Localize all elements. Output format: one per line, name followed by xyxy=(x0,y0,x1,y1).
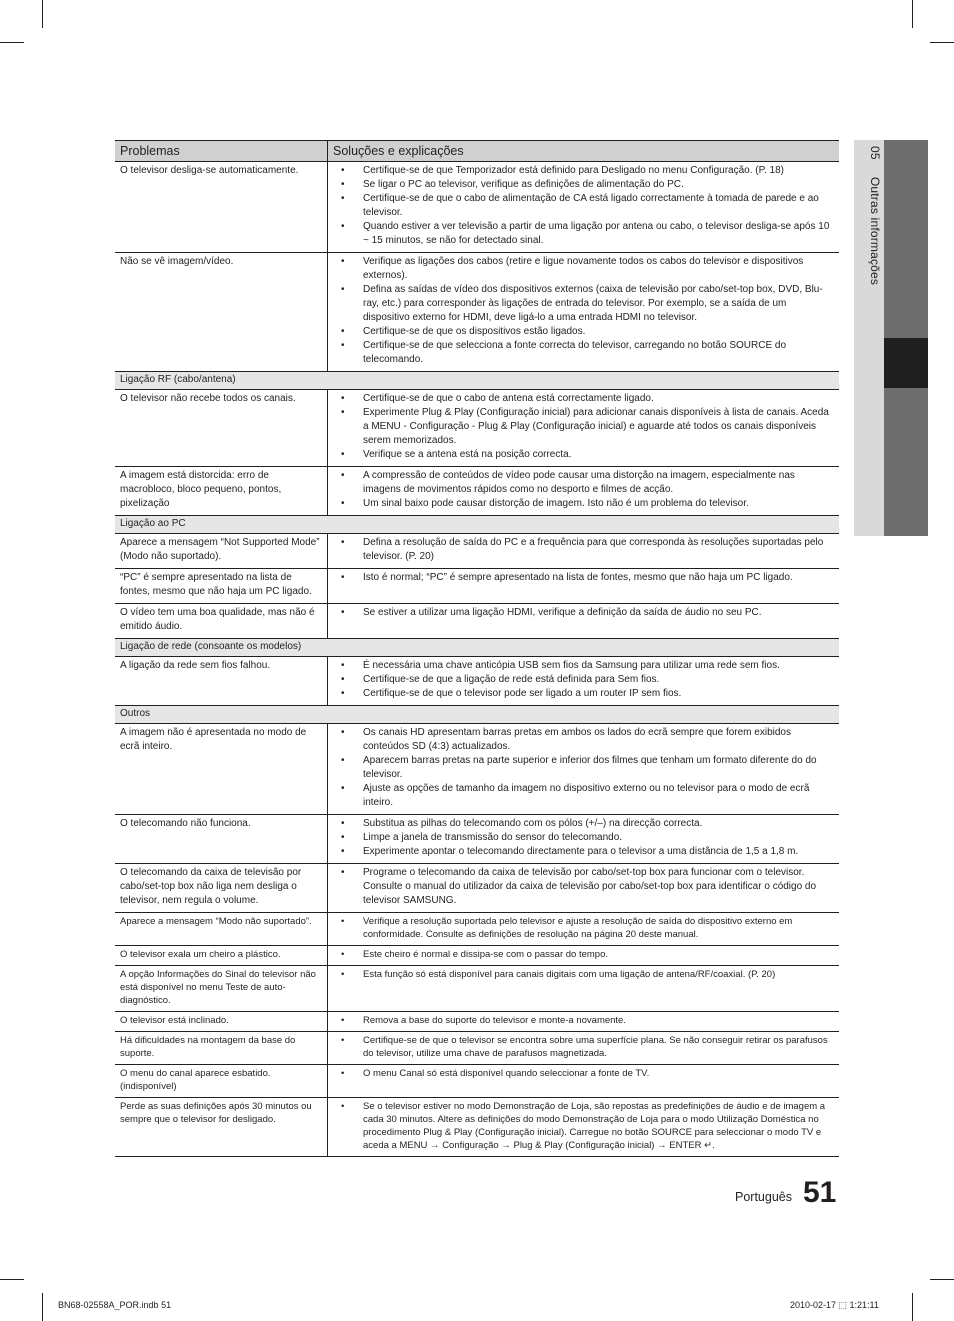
solutions-list xyxy=(333,1100,834,1152)
solution-item: • Os canais HD apresentam barras pretas em ambos os lados do ecrã sempre que forem exibidos conteúdos SD (4:3) actualizados. xyxy=(333,726,834,754)
solution-item: • Certifique-se de que o televisor se encontra sobre uma superfície plana. Se não conseguir retirar os parafusos do televisor, utilize uma chave de parafusos magnetizada. xyxy=(333,1034,834,1060)
solutions-cell xyxy=(328,604,840,639)
chapter-number: 05 xyxy=(868,146,882,160)
table-row xyxy=(115,913,839,946)
problem-cell: A ligação da rede sem fios falhou. xyxy=(115,657,328,706)
section-title: Ligação de rede (consoante os modelos) xyxy=(115,639,839,657)
table-row xyxy=(115,390,839,467)
solution-item: • Verifique a resolução suportada pelo televisor e ajuste a resolução de saída do dispositivo externo em conformidade. Consulte as definições de resolução na página 20 deste manual. xyxy=(333,915,834,941)
solutions-list xyxy=(333,255,834,367)
table-body xyxy=(115,162,839,1157)
solutions-list xyxy=(333,659,834,701)
solutions-cell xyxy=(328,390,840,467)
problem-cell: A imagem não é apresentada no modo de ecrã inteiro. xyxy=(115,724,328,815)
solution-item: • Este cheiro é normal e dissipa-se com o passar do tempo. xyxy=(333,948,834,961)
solutions-cell xyxy=(328,253,840,372)
solution-item: • Experimente apontar o telecomando directamente para o televisor a uma distância de 1,5 a 1,8 m. xyxy=(333,845,834,859)
solutions-list xyxy=(333,164,834,248)
solutions-cell xyxy=(328,815,840,864)
solution-item: • Isto é normal; “PC” é sempre apresentado na lista de fontes, mesmo que não haja um PC ligado. xyxy=(333,571,834,585)
section-title: Ligação ao PC xyxy=(115,516,839,534)
solution-item: • Aparecem barras pretas na parte superior e inferior dos filmes que tenham um formato diferente do do televisor. xyxy=(333,754,834,782)
section-row xyxy=(115,706,839,724)
crop-mark xyxy=(0,1279,24,1280)
solution-item: • Verifique as ligações dos cabos (retire e ligue novamente todos os cabos do televisor e dispositivos externos). xyxy=(333,255,834,283)
solution-item: • Limpe a janela de transmissão do sensor do telecomando. xyxy=(333,831,834,845)
table-row xyxy=(115,1032,839,1065)
solutions-list xyxy=(333,1014,834,1027)
solutions-list xyxy=(333,948,834,961)
solution-item: • O menu Canal só está disponível quando seleccionar a fonte de TV. xyxy=(333,1067,834,1080)
crop-mark xyxy=(912,1293,913,1321)
solution-item: • Um sinal baixo pode causar distorção de imagem. Isto não é um problema do televisor. xyxy=(333,497,834,511)
table-row xyxy=(115,604,839,639)
solutions-cell xyxy=(328,864,840,913)
crop-mark xyxy=(42,0,43,28)
solutions-list xyxy=(333,726,834,810)
table-row xyxy=(115,724,839,815)
solutions-cell xyxy=(328,913,840,946)
solution-item: • Se estiver a utilizar uma ligação HDMI, verifique a definição da saída de áudio no seu PC. xyxy=(333,606,834,620)
solutions-cell xyxy=(328,1032,840,1065)
solution-item: • É necessária uma chave anticópia USB sem fios da Samsung para utilizar uma rede sem fios. xyxy=(333,659,834,673)
problem-cell: O televisor está inclinado. xyxy=(115,1012,328,1032)
crop-mark xyxy=(930,1279,954,1280)
solution-item: • Programe o telecomando da caixa de televisão por cabo/set-top box para funcionar com o televisor. Consulte o manual do utilizador da caixa de televisão por cabo/set-top box para identificar o código do televisor SAMSUNG. xyxy=(333,866,834,908)
solutions-list xyxy=(333,571,834,585)
problem-cell: “PC” é sempre apresentado na lista de fontes, mesmo que não haja um PC ligado. xyxy=(115,569,328,604)
section-row xyxy=(115,639,839,657)
table-row xyxy=(115,1012,839,1032)
table-row xyxy=(115,946,839,966)
solutions-list xyxy=(333,968,834,981)
footer-language: Português xyxy=(735,1190,792,1204)
problem-cell: Há dificuldades na montagem da base do suporte. xyxy=(115,1032,328,1065)
solutions-cell xyxy=(328,946,840,966)
problem-cell: O televisor não recebe todos os canais. xyxy=(115,390,328,467)
table-row xyxy=(115,864,839,913)
problem-cell: O menu do canal aparece esbatido. (indisponível) xyxy=(115,1065,328,1098)
print-slug-date: 2010-02-17 ⬚ 1:21:11 xyxy=(790,1300,879,1310)
solution-item: • Defina as saídas de vídeo dos dispositivos externos (caixa de televisão por cabo/set-top box, DVD, Blu-ray, etc.) para corresponder às ligações de entrada do televisor. Por exemplo, se a saída de um dispositivo externo for HDMI, deve ligá-lo a uma entrada HDMI no televisor. xyxy=(333,283,834,325)
problem-cell: Aparece a mensagem “Not Supported Mode” (Modo não suportado). xyxy=(115,534,328,569)
solution-item: • Se ligar o PC ao televisor, verifique as definições de alimentação do PC. xyxy=(333,178,834,192)
solutions-list xyxy=(333,392,834,462)
table-row xyxy=(115,467,839,516)
problem-cell: O telecomando não funciona. xyxy=(115,815,328,864)
solution-item: • Quando estiver a ver televisão a partir de uma ligação por antena ou cabo, o televisor desliga-se após 10 ~ 15 minutos, se não for detectado sinal. xyxy=(333,220,834,248)
solutions-list xyxy=(333,606,834,620)
problem-cell: A imagem está distorcida: erro de macrobloco, bloco pequeno, pontos, pixelização xyxy=(115,467,328,516)
solutions-cell xyxy=(328,724,840,815)
problem-cell: O vídeo tem uma boa qualidade, mas não é emitido áudio. xyxy=(115,604,328,639)
solution-item: • Substitua as pilhas do telecomando com os pólos (+/–) na direcção correcta. xyxy=(333,817,834,831)
solutions-list xyxy=(333,536,834,564)
table-header xyxy=(115,141,839,162)
problem-cell: Não se vê imagem/vídeo. xyxy=(115,253,328,372)
chapter-tab-active xyxy=(884,338,928,388)
section-row xyxy=(115,516,839,534)
solutions-list xyxy=(333,1067,834,1080)
solution-item: • Certifique-se de que o cabo de alimentação de CA está ligado correctamente à tomada de parede e ao televisor. xyxy=(333,192,834,220)
chapter-label xyxy=(860,146,882,346)
solution-item: • Experimente Plug & Play (Configuração inicial) para adicionar canais disponíveis à lista de canais. Aceda a MENU - Configuração - Plug & Play (Configuração inicial) e aguarde até todos os canais disponíveis serem memorizados. xyxy=(333,406,834,448)
table-row xyxy=(115,966,839,1012)
solution-item: • Certifique-se de que selecciona a fonte correcta do televisor, carregando no botão SOURCE do telecomando. xyxy=(333,339,834,367)
solution-item: • Defina a resolução de saída do PC e a frequência para que corresponda às resoluções suportadas pelo televisor. (P. 20) xyxy=(333,536,834,564)
solution-item: • Certifique-se de que Temporizador está definido para Desligado no menu Configuração. (P. 18) xyxy=(333,164,834,178)
solution-item: • Remova a base do suporte do televisor e monte-a novamente. xyxy=(333,1014,834,1027)
table-row xyxy=(115,815,839,864)
page-number: 51 xyxy=(803,1176,837,1209)
section-title: Outros xyxy=(115,706,839,724)
solutions-cell xyxy=(328,657,840,706)
crop-mark xyxy=(912,0,913,28)
header-problems: Problemas xyxy=(115,141,328,162)
solutions-list xyxy=(333,817,834,859)
solution-item: • Certifique-se de que o televisor pode ser ligado a um router IP sem fios. xyxy=(333,687,834,701)
solutions-list xyxy=(333,1034,834,1060)
solution-item: • Verifique se a antena está na posição correcta. xyxy=(333,448,834,462)
chapter-tab-bar xyxy=(884,388,928,536)
table-row xyxy=(115,569,839,604)
solutions-list xyxy=(333,866,834,908)
solutions-list xyxy=(333,915,834,941)
solution-item: • Certifique-se de que a ligação de rede está definida para Sem fios. xyxy=(333,673,834,687)
solutions-cell xyxy=(328,1065,840,1098)
table-row xyxy=(115,1098,839,1157)
section-title: Ligação RF (cabo/antena) xyxy=(115,372,839,390)
chapter-tab-bar xyxy=(884,140,928,338)
print-slug-file: BN68-02558A_POR.indb 51 xyxy=(58,1300,172,1310)
problem-cell: Perde as suas definições após 30 minutos ou sempre que o televisor for desligado. xyxy=(115,1098,328,1157)
troubleshooting-table xyxy=(115,140,839,1157)
table-row xyxy=(115,1065,839,1098)
solutions-list xyxy=(333,469,834,511)
solution-item: • Ajuste as opções de tamanho da imagem no dispositivo externo ou no televisor para o modo de ecrã inteiro. xyxy=(333,782,834,810)
table-row xyxy=(115,162,839,253)
solutions-cell xyxy=(328,162,840,253)
solutions-cell xyxy=(328,1098,840,1157)
solution-item: • A compressão de conteúdos de vídeo pode causar uma distorção na imagem, especialmente nas imagens de movimentos rápidos como no desporto e filmes de acção. xyxy=(333,469,834,497)
table-row xyxy=(115,253,839,372)
header-solutions: Soluções e explicações xyxy=(328,141,840,162)
solutions-cell xyxy=(328,569,840,604)
crop-mark xyxy=(930,42,954,43)
solution-item: • Certifique-se de que os dispositivos estão ligados. xyxy=(333,325,834,339)
table-row xyxy=(115,534,839,569)
problem-cell: O telecomando da caixa de televisão por cabo/set-top box não liga nem desliga o televisor, nem regula o volume. xyxy=(115,864,328,913)
solutions-cell xyxy=(328,534,840,569)
problem-cell: O televisor exala um cheiro a plástico. xyxy=(115,946,328,966)
solution-item: • Esta função só está disponível para canais digitais com uma ligação de antena/RF/coaxial. (P. 20) xyxy=(333,968,834,981)
problem-cell: O televisor desliga-se automaticamente. xyxy=(115,162,328,253)
table-row xyxy=(115,657,839,706)
section-row xyxy=(115,372,839,390)
crop-mark xyxy=(0,42,24,43)
solutions-cell xyxy=(328,467,840,516)
chapter-title: Outras informações xyxy=(868,176,882,286)
solution-item: • Se o televisor estiver no modo Demonstração de Loja, são repostas as predefinições de áudio e de imagem a cada 30 minutos. Altere as definições do modo Demonstração de Loja para o modo Utilização Doméstica no procedimento Plug & Play (Configuração inicial). Carregue no botão SOURCE para seleccionar o modo TV e aceda a MENU → Configuração → Plug & Play (Configuração inicial) → ENTER ↵. xyxy=(333,1100,834,1152)
solutions-cell xyxy=(328,966,840,1012)
solutions-cell xyxy=(328,1012,840,1032)
problem-cell: Aparece a mensagem “Modo não suportado”. xyxy=(115,913,328,946)
crop-mark xyxy=(42,1293,43,1321)
solution-item: • Certifique-se de que o cabo de antena está correctamente ligado. xyxy=(333,392,834,406)
problem-cell: A opção Informações do Sinal do televisor não está disponível no menu Teste de auto-diagnóstico. xyxy=(115,966,328,1012)
